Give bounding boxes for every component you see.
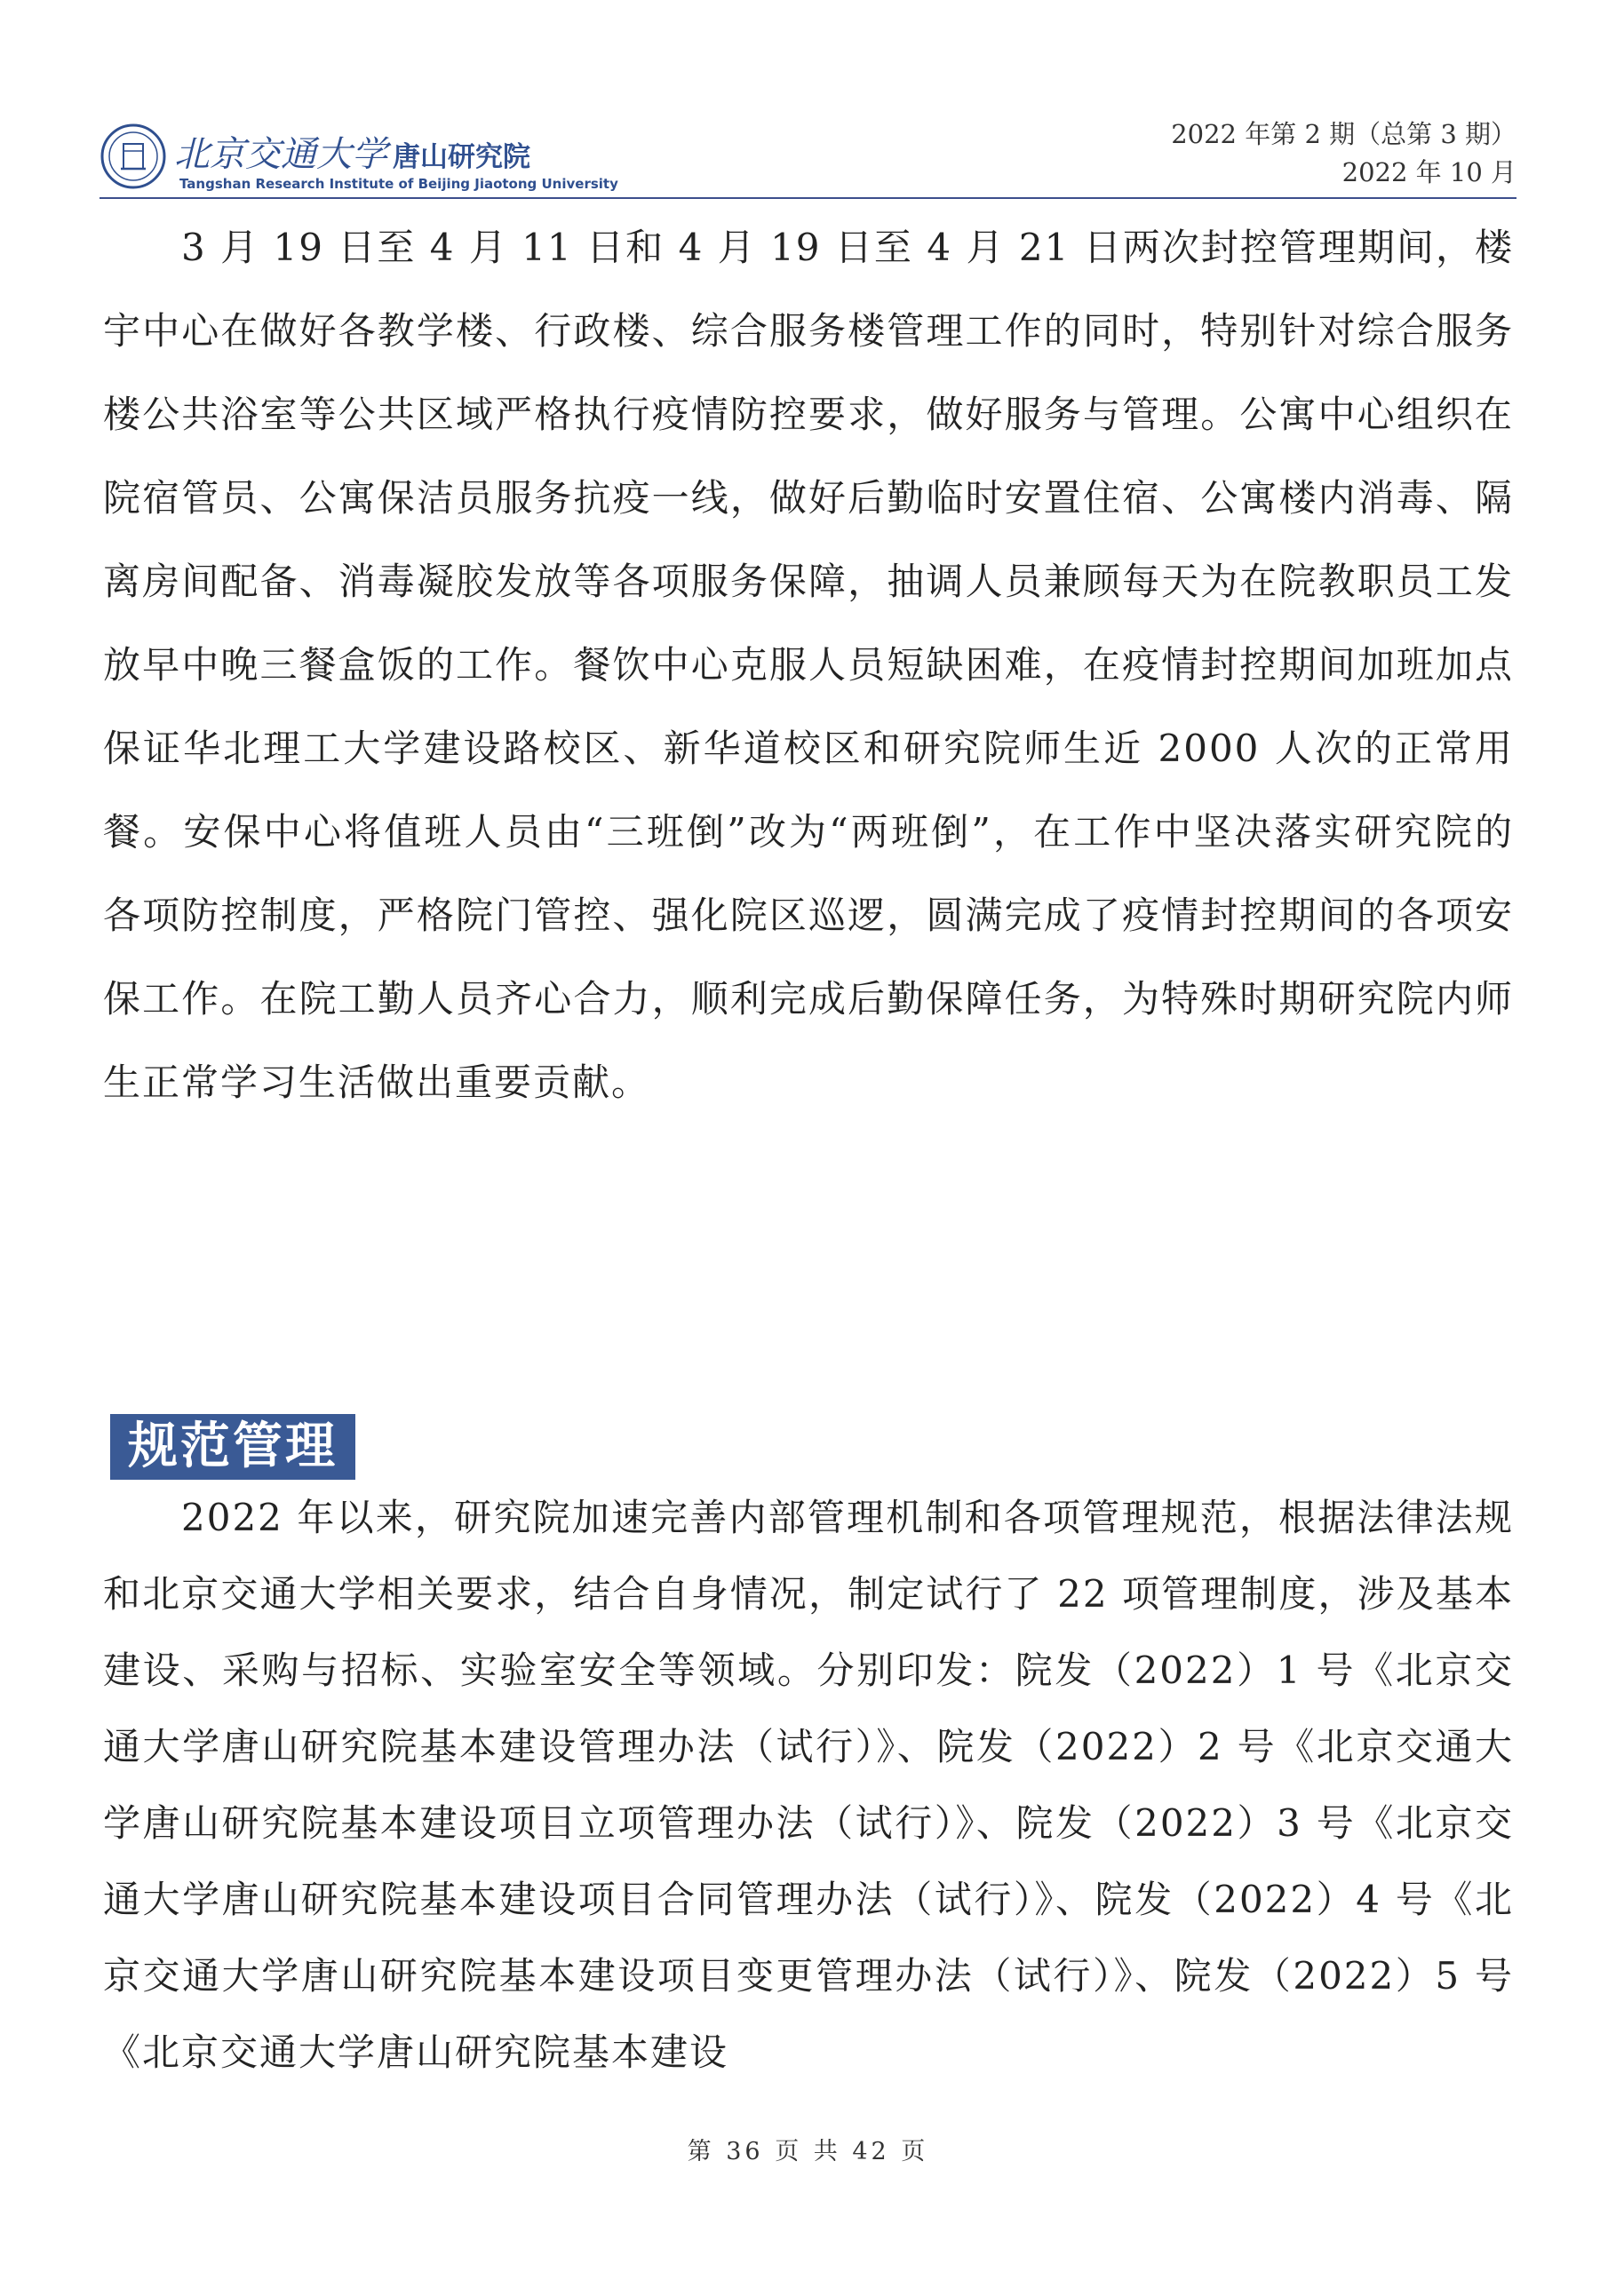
paragraph-management xyxy=(103,1480,1514,2091)
paragraph-management-text: 2022 年以来，研究院加速完善内部管理机制和各项管理规范，根据法律法规和北京交通大学相关要求，结合自身情况，制定试行了 22 项管理制度，涉及基本建设、采购与招标、实验室安全等领域。分别印发：院发（2022）1 号《北京交通大学唐山研究院基本建设管理办法（试行）》、院发（2022）2 号《北京交通大学唐山研究院基本建设项目立项管理办法（试行）》、院发（2022）3 号《北京交通大学唐山研究院基本建设项目合同管理办法（试行）》、院发（2022）4 号《北京交通大学唐山研究院基本建设项目变更管理办法（试行）》、院发（2022）5 号《北京交通大学唐山研究院基本建设 xyxy=(103,1496,1514,2074)
header-logo xyxy=(100,123,618,195)
brand-university: 北京交通大学 xyxy=(174,134,387,175)
paragraph-logistics xyxy=(103,206,1514,1124)
section-title: 规范管理 xyxy=(110,1414,355,1480)
issue-info xyxy=(1171,115,1516,192)
university-seal-icon xyxy=(100,123,167,190)
brand-english: Tangshan Research Institute of Beijing Jiaotong University xyxy=(179,176,618,192)
paragraph-logistics-text: 3 月 19 日至 4 月 11 日和 4 月 19 日至 4 月 21 日两次封控管理期间，楼宇中心在做好各教学楼、行政楼、综合服务楼管理工作的同时，特别针对综合服务楼公共浴室等公共区域严格执行疫情防控要求，做好服务与管理。公寓中心组织在院宿管员、公寓保洁员服务抗疫一线，做好后勤临时安置住宿、公寓楼内消毒、隔离房间配备、消毒凝胶发放等各项服务保障，抽调人员兼顾每天为在院教职员工发放早中晚三餐盒饭的工作。餐饮中心克服人员短缺困难，在疫情封控期间加班加点保证华北理工大学建设路校区、新华道校区和研究院师生近 2000 人次的正常用餐。安保中心将值班人员由“三班倒”改为“两班倒”，在工作中坚决落实研究院的各项防控制度，严格院门管控、强化院区巡逻，圆满完成了疫情封控期间的各项安保工作。在院工勤人员齐心合力，顺利完成后勤保障任务，为特殊时期研究院内师生正常学习生活做出重要贡献。 xyxy=(103,226,1514,1104)
brand-name xyxy=(174,126,530,177)
issue-date: 2022 年 10 月 xyxy=(1341,157,1516,187)
header-divider xyxy=(100,197,1516,199)
brand-institute: 唐山研究院 xyxy=(393,141,530,173)
page-number: 第 36 页 共 42 页 xyxy=(687,2138,929,2165)
issue-number: 2022 年第 2 期（总第 3 期） xyxy=(1171,119,1516,149)
